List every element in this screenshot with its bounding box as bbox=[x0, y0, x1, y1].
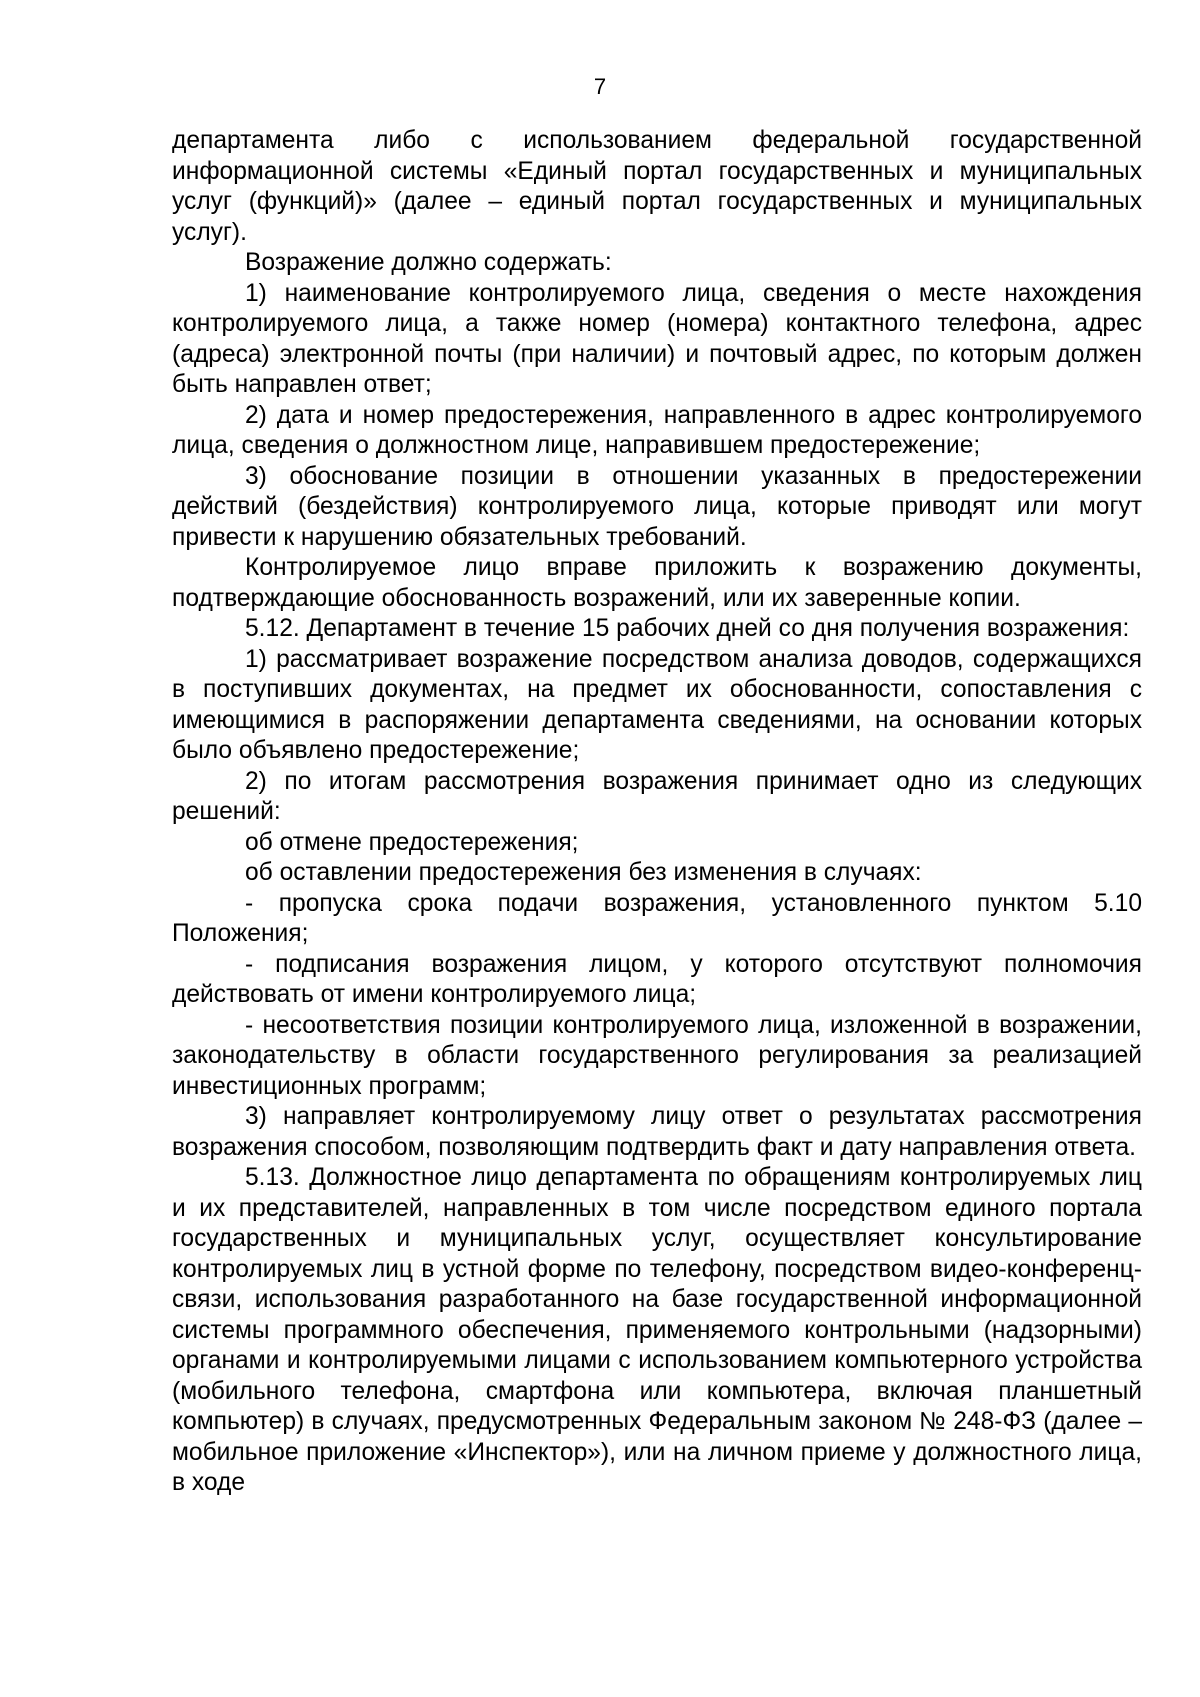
paragraph-decision-keep: об оставлении предостережения без изменения в случаях: bbox=[245, 859, 922, 886]
paragraph-5-12-item-3: 3) направляет контролируемому лицу ответ о результатах рассмотрения возражения способом, позволяющим подтвердить факт и дату направления ответа. bbox=[172, 1103, 1142, 1161]
paragraph-item-1-name: 1) наименование контролируемого лица, сведения о месте нахождения контролируемого лица, а также номер (номера) контактного телефона, адрес (адреса) электронной почты (при наличии) и почтовый адрес, по которым должен быть направлен ответ; bbox=[172, 279, 1142, 398]
paragraph-5-12-item-1: 1) рассматривает возражение посредством анализа доводов, содержащихся в поступивших документах, на предмет их обоснованности, сопоставления с имеющимися в распоряжении департамента сведениями, на основании которых было объявлено предостережение; bbox=[172, 645, 1142, 764]
paragraph-5-12: 5.12. Департамент в течение 15 рабочих дней со дня получения возражения: bbox=[245, 615, 1130, 642]
paragraph-attach-documents: Контролируемое лицо вправе приложить к возражению документы, подтверждающие обоснованность возражений, или их заверенные копии. bbox=[172, 554, 1142, 612]
paragraph-case-legislation: - несоответствия позиции контролируемого лица, изложенной в возражении, законодательству в области государственного регулирования за реализацией инвестиционных программ; bbox=[172, 1011, 1142, 1100]
paragraph-intro-continuation: департамента либо с использованием федеральной государственной информационной системы «Единый портал государственных и муниципальных услуг (функций)» (далее – единый портал государственных и муниципальных услуг). bbox=[172, 127, 1142, 246]
paragraph-case-authority: - подписания возражения лицом, у которого отсутствуют полномочия действовать от имени контролируемого лица; bbox=[172, 950, 1142, 1008]
document-body bbox=[172, 126, 1142, 1499]
paragraph-decision-cancel: об отмене предостережения; bbox=[245, 828, 579, 856]
paragraph-item-3-justification: 3) обоснование позиции в отношении указанных в предостережении действий (бездействия) контролируемого лица, которые приводят или могут привести к нарушению обязательных требований. bbox=[172, 462, 1142, 551]
paragraph-case-deadline: - пропуска срока подачи возражения, установленного пунктом 5.10 Положения; bbox=[172, 889, 1142, 947]
paragraph-objection-contents: Возражение должно содержать: bbox=[245, 249, 612, 276]
paragraph-item-2-date-number: 2) дата и номер предостережения, направленного в адрес контролируемого лица, сведения о должностном лице, направившем предостережение; bbox=[172, 401, 1142, 459]
paragraph-5-12-item-2: 2) по итогам рассмотрения возражения принимает одно из следующих решений: bbox=[172, 767, 1142, 825]
paragraph-5-13: 5.13. Должностное лицо департамента по обращениям контролируемых лиц и их представителей, направленных в том числе посредством единого портала государственных и муниципальных услуг, осуществляет консультирование контролируемых лиц в устной форме по телефону, посредством видео-конференц-связи, использования разработанного на базе государственной информационной системы программного обеспечения, применяемого контрольными (надзорными) органами и контролируемыми лицами с использованием компьютерного устройства (мобильного телефона, смартфона или компьютера, включая планшетный компьютер) в случаях, предусмотренных Федеральным законом № 248-ФЗ (далее – мобильное приложение «Инспектор»), или на личном приеме у должностного лица, в ходе bbox=[172, 1164, 1142, 1496]
page-number: 7 bbox=[593, 74, 607, 99]
